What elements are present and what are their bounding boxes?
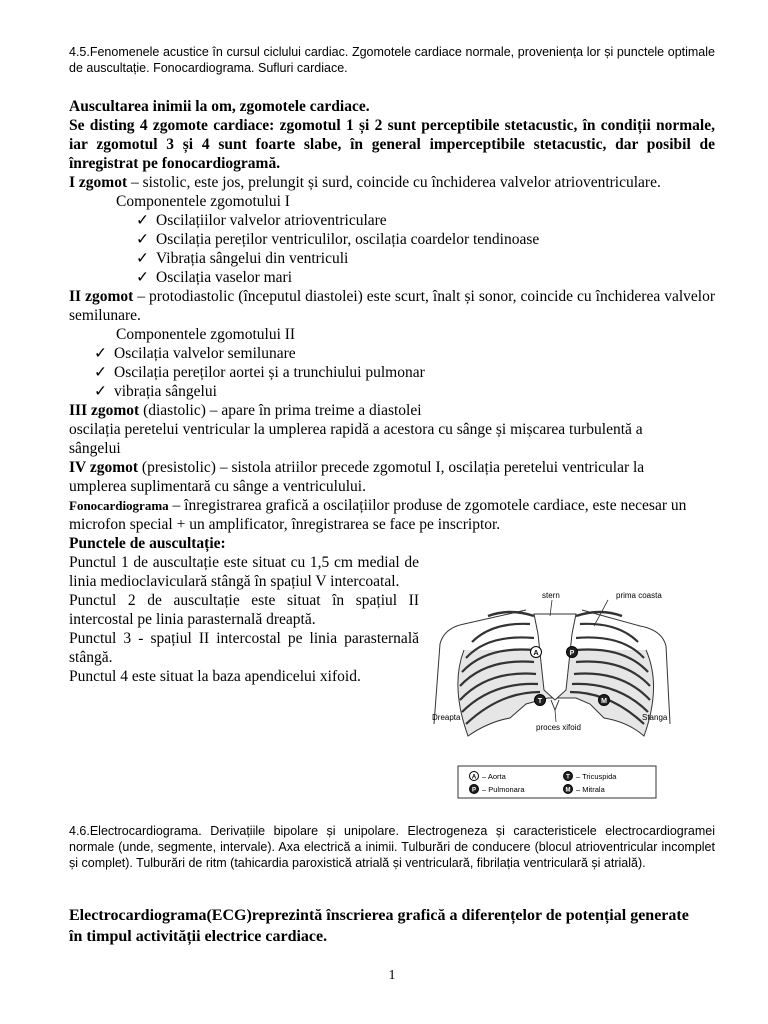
auscultation-points-title: Punctele de auscultație: bbox=[69, 535, 226, 552]
point-4: Punctul 4 este situat la baza apendicelui xifoid. bbox=[69, 668, 361, 685]
ecg-label: Electrocardiograma bbox=[69, 907, 207, 924]
prima-coasta-label: prima coasta bbox=[616, 591, 662, 600]
xifoid-pointer bbox=[555, 710, 556, 722]
first-sound-paragraph: I zgomot – sistolic, este jos, prelungit și surd, coincide cu închiderea valvelor atrioventriculare. bbox=[69, 174, 661, 191]
svg-text:A: A bbox=[471, 774, 477, 781]
list-item: ✓ vibrația sângelui bbox=[94, 383, 217, 400]
svg-text:A: A bbox=[533, 650, 539, 657]
checkmark-icon: ✓ bbox=[94, 364, 107, 381]
right-clavicle bbox=[576, 612, 622, 616]
stern-label: stern bbox=[542, 591, 560, 600]
list-item: ✓ Oscilația pereților ventriculilor, oscilația coardelor tendinoase bbox=[136, 231, 540, 248]
list-item: ✓ Vibrația sângelui din ventriculi bbox=[136, 250, 349, 267]
figure-legend bbox=[458, 766, 656, 798]
second-sound-components-title: Componentele zgomotului II bbox=[116, 326, 296, 343]
phonocardiogram-paragraph: Fonocardiograma – înregistrarea grafică a oscilațiilor produse de zgomotele cardiace, este necesar un microfon special + un amplificator, înregistrarea se face pe inscriptor. bbox=[69, 497, 687, 533]
marker-aorta bbox=[531, 647, 542, 658]
legend-label-pulmonara: – Pulmonara bbox=[482, 785, 525, 794]
second-sound-components bbox=[69, 344, 715, 401]
point-1: Punctul 1 de auscultație este situat cu 1,5 cm medial de linia medioclaviculară stângă în spațiul V intercoatal. bbox=[69, 554, 419, 590]
first-sound-components bbox=[69, 211, 715, 287]
auscultation-intro: Se disting 4 zgomote cardiace: zgomotul 1 și 2 sunt perceptibile stetacustic, în condiții normale, iar zgomotul 3 și 4 sunt foarte slabe, în general imperceptibile stetacustic, dar posibil de înregistrat pe fonocardiogramă. bbox=[69, 117, 715, 172]
second-sound-paragraph: II zgomot – protodiastolic (începutul diastolei) este scurt, înalt și sonor, coincide cu închiderea valvelor semilunare. bbox=[69, 288, 715, 324]
svg-text:M: M bbox=[601, 698, 607, 705]
third-sound-paragraph: III zgomot (diastolic) – apare în prima treime a diastolei bbox=[69, 402, 422, 419]
legend-label-tricuspida: – Tricuspida bbox=[576, 772, 617, 781]
first-sound-components-title: Componentele zgomotului I bbox=[116, 193, 290, 210]
checkmark-icon: ✓ bbox=[136, 250, 149, 267]
marker-pulmonara bbox=[567, 647, 578, 658]
first-sound-label: I zgomot bbox=[69, 174, 128, 191]
list-item: ✓ Oscilația pereților aortei și a trunchiului pulmonar bbox=[94, 364, 425, 381]
section-4-6-header: 4.6.Electrocardiograma. Derivațiile bipolare și unipolare. Electrogeneza și caracteristicele electrocardiogramei normale (unde, segmente, intervale). Axa electrică a inimii. Tulburări de conducere (blocul atrioventricular incomplet și complet). Tulburări de ritm (tahicardia paroxistică atrială și ventriculară, fibrilația ventriculară și atrială). bbox=[69, 824, 715, 870]
checkmark-icon: ✓ bbox=[136, 212, 149, 229]
list-item: ✓ Oscilația vaselor mari bbox=[136, 269, 293, 286]
third-sound-description: oscilația peretelui ventricular la umplerea rapidă a acestora cu sânge și mișcarea turbulentă a sângelui bbox=[69, 421, 643, 457]
svg-text:T: T bbox=[566, 774, 570, 781]
list-item: ✓ Oscilația valvelor semilunare bbox=[94, 345, 296, 362]
list-item: ✓ Oscilațiilor valvelor atrioventriculare bbox=[136, 212, 387, 229]
left-clavicle bbox=[488, 612, 534, 616]
proces-xifoid-label: proces xifoid bbox=[536, 723, 581, 732]
fourth-sound-label: IV zgomot bbox=[69, 459, 139, 476]
page-number: 1 bbox=[388, 968, 396, 983]
third-sound-label: III zgomot bbox=[69, 402, 140, 419]
phonocardiogram-label: Fonocardiograma bbox=[69, 498, 169, 513]
point-3: Punctul 3 - spațiul II intercostal pe linia parasternală stângă. bbox=[69, 630, 419, 666]
fourth-sound-paragraph: IV zgomot (presistolic) – sistola atriilor precede zgomotul I, oscilația peretelui ventricular la umplerea suplimentară cu sânge a ventriculului. bbox=[69, 459, 645, 495]
ecg-paragraph: Electrocardiograma(ECG)reprezintă înscrierea grafică a diferențelor de potențial generate în timpul activității electrice cardiace. bbox=[69, 907, 689, 945]
svg-text:P: P bbox=[569, 650, 575, 657]
checkmark-icon: ✓ bbox=[136, 231, 149, 248]
svg-text:M: M bbox=[565, 787, 571, 794]
marker-tricuspida bbox=[535, 695, 546, 706]
svg-text:P: P bbox=[471, 787, 477, 794]
checkmark-icon: ✓ bbox=[94, 383, 107, 400]
legend-label-aorta: – Aorta bbox=[482, 772, 506, 781]
auscultation-points bbox=[69, 553, 419, 686]
point-2: Punctul 2 de auscultație este situat în spațiul II intercostal pe linia parasternală dreaptă. bbox=[69, 592, 419, 628]
section-4-5-header: 4.5.Fenomenele acustice în cursul ciclului cardiac. Zgomotele cardiace normale, proveniența lor și punctele optimale de auscultație. Fonocardiograma. Sufluri cardiace. bbox=[69, 45, 715, 75]
auscultation-title: Auscultarea inimii la om, zgomotele cardiace. bbox=[69, 98, 370, 115]
dreapta-label: Dreapta bbox=[432, 713, 461, 722]
marker-mitrala bbox=[599, 695, 610, 706]
stanga-label: Stanga bbox=[642, 713, 668, 722]
checkmark-icon: ✓ bbox=[94, 345, 107, 362]
xiphoid-process bbox=[551, 700, 559, 710]
second-sound-label: II zgomot bbox=[69, 288, 134, 305]
checkmark-icon: ✓ bbox=[136, 269, 149, 286]
legend-label-mitrala: – Mitrala bbox=[576, 785, 605, 794]
svg-text:T: T bbox=[537, 698, 543, 705]
thorax-auscultation-figure bbox=[430, 586, 692, 801]
